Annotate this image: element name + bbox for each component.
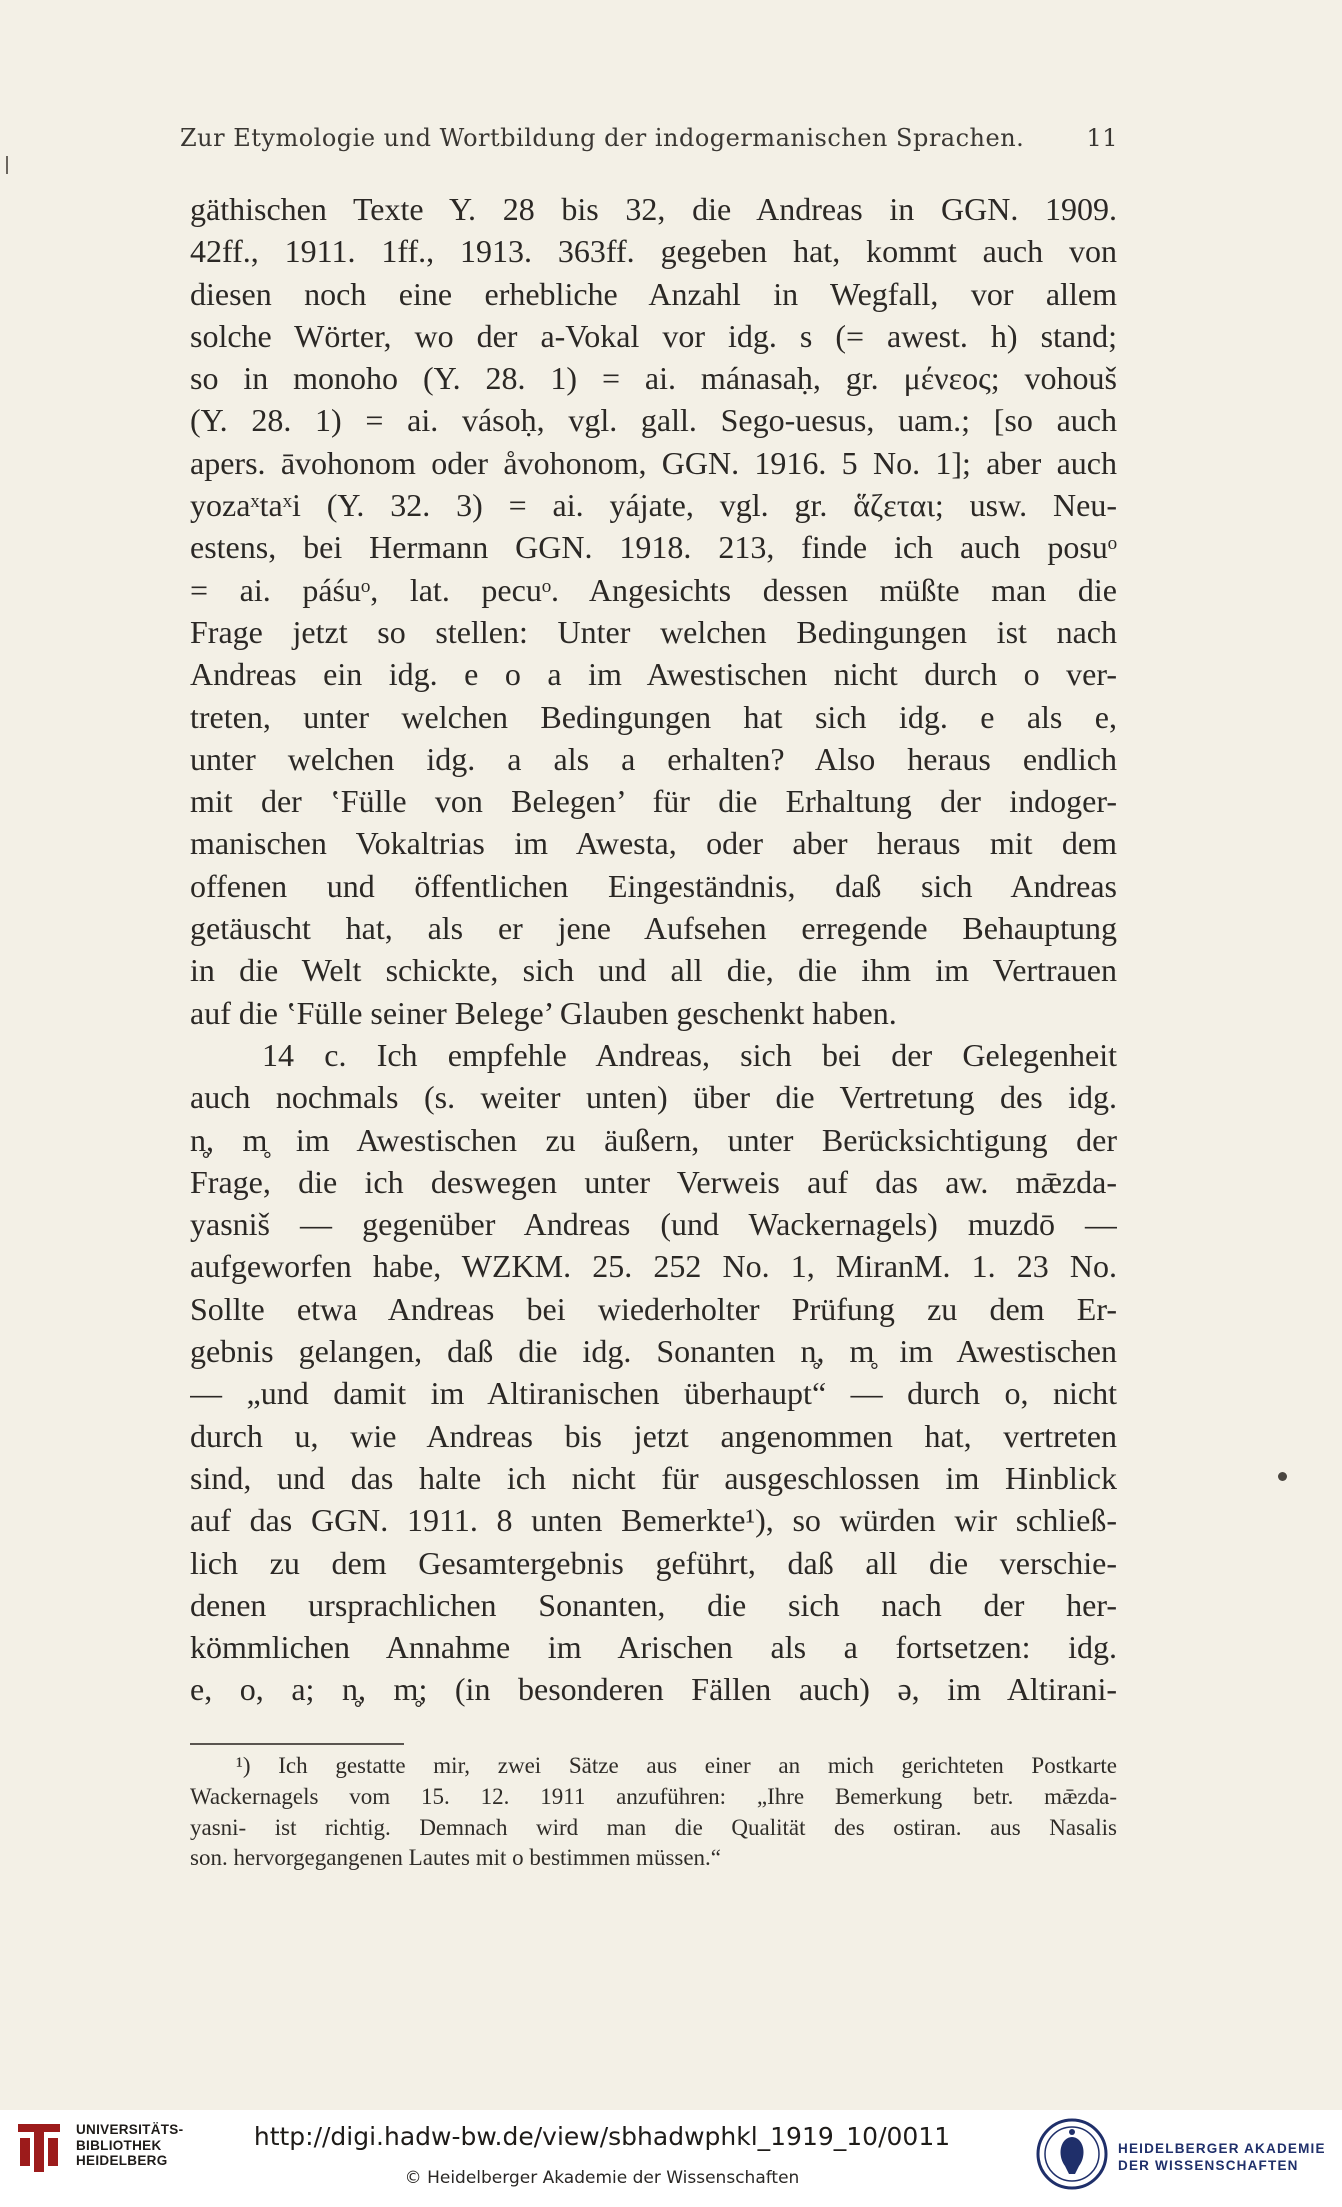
ub-heidelberg-logo-icon (14, 2120, 64, 2176)
hadw-seal-icon (1035, 2114, 1109, 2194)
body-text (190, 188, 1117, 1711)
footnote-line: ¹) Ich gestatte mir, zwei Sätze aus einer an mich gerichteten Postkarte (236, 1753, 1117, 1778)
text-line: diesen noch eine erhebliche Anzahl in Wegfall, vor allem (190, 275, 1117, 312)
text-line: getäuscht hat, als er jene Aufsehen erregende Behauptung (190, 910, 1117, 947)
text-line: Andreas ein idg. e o a im Awestischen nicht durch o ver- (190, 656, 1117, 693)
text-line: Frage jetzt so stellen: Unter welchen Bedingungen ist nach (190, 613, 1117, 650)
page-number: 11 (1086, 124, 1118, 152)
text-line: gäthischen Texte Y. 28 bis 32, die Andreas in GGN. 1909. (190, 191, 1117, 227)
text-line: Frage, die ich deswegen unter Verweis auf das aw. mǣzda- (190, 1163, 1117, 1200)
margin-mark (6, 156, 8, 174)
text-line: so in monoho (Y. 28. 1) = ai. mánasaḥ, gr. μένεος; vohouš (190, 360, 1117, 397)
text-line: mit der ʽFülle von Belegen’ für die Erhaltung der indoger- (190, 783, 1117, 820)
running-head (180, 124, 1118, 152)
text-line: (Y. 28. 1) = ai. vásoḥ, vgl. gall. Sego-uesus, uam.; [so auch (190, 402, 1117, 439)
text-line: denen ursprachlichen Sonanten, die sich nach der her- (190, 1586, 1117, 1623)
text-line: auf die ʽFülle seiner Belege’ Glauben geschenkt haben. (190, 994, 897, 1031)
text-line: lich zu dem Gesamtergebnis geführt, daß all die verschie- (190, 1544, 1117, 1581)
text-line: offenen und öffentlichen Eingeständnis, daß sich Andreas (190, 867, 1117, 904)
text-line: kömmlichen Annahme im Arischen als a fortsetzen: idg. (190, 1629, 1117, 1666)
text-line: yasniš — gegenüber Andreas (und Wackernagels) muzdō — (190, 1206, 1117, 1243)
text-line: = ai. páśuᵒ, lat. pecuᵒ. Angesichts dessen müßte man die (190, 571, 1117, 608)
footer-bar (0, 2110, 1342, 2207)
text-line: apers. āvohonom oder åvohonom, GGN. 1916. 5 No. 1]; aber auch (190, 444, 1117, 481)
text-line: auch nochmals (s. weiter unten) über die Vertretung des idg. (190, 1079, 1117, 1116)
section-14c-first-line: 14 c. Ich empfehle Andreas, sich bei der Gelegenheit (262, 1036, 1117, 1073)
text-line: n̥, m̥ im Awestischen zu äußern, unter Berücksichtigung der (190, 1121, 1117, 1158)
text-line: aufgeworfen habe, WZKM. 25. 252 No. 1, MiranM. 1. 23 No. (190, 1248, 1117, 1285)
footnote-line: son. hervorgegangenen Lautes mit o bestimmen müssen.“ (190, 1845, 722, 1871)
text-line: — „und damit im Altiranischen überhaupt“ — durch o, nicht (190, 1375, 1117, 1412)
text-line: unter welchen idg. a als a erhalten? Also heraus endlich (190, 740, 1117, 777)
text-line: yozaˣtaˣi (Y. 32. 3) = ai. yájate, vgl. gr. ἅζεται; usw. Neu- (190, 487, 1117, 524)
text-line: e, o, a; n̥, m̥; (in besonderen Fällen auch) ə, im Altirani- (190, 1671, 1117, 1708)
footnote-line: yasni- ist richtig. Demnach wird man die Qualität des ostiran. aus Nasalis (190, 1814, 1117, 1840)
academy-name: HEIDELBERGER AKADEMIE DER WISSENSCHAFTEN (1118, 2141, 1326, 2173)
text-line: estens, bei Hermann GGN. 1918. 213, finde ich auch posuᵒ (190, 529, 1117, 566)
footnote-rule (190, 1743, 404, 1745)
text-line: sind, und das halte ich nicht für ausgeschlossen im Hinblick (190, 1459, 1117, 1496)
text-line: durch u, wie Andreas bis jetzt angenommen hat, vertreten (190, 1417, 1117, 1454)
text-line: auf das GGN. 1911. 8 unten Bemerkte¹), so würden wir schließ- (190, 1502, 1117, 1539)
text-line: Sollte etwa Andreas bei wiederholter Prüfung zu dem Er- (190, 1290, 1117, 1327)
margin-dot (1278, 1472, 1287, 1481)
footnote-line: Wackernagels vom 15. 12. 1911 anzuführen: „Ihre Bemerkung betr. mǣzda- (190, 1783, 1117, 1809)
text-line: gebnis gelangen, daß die idg. Sonanten n̥, m̥ im Awestischen (190, 1333, 1117, 1370)
running-title: Zur Etymologie und Wortbildung der indogermanischen Sprachen. (180, 124, 1025, 152)
footnotes (190, 1751, 1117, 1874)
library-name: UNIVERSITÄTS- BIBLIOTHEK HEIDELBERG (76, 2122, 184, 2168)
text-line: 42ff., 1911. 1ff., 1913. 363ff. gegeben hat, kommt auch von (190, 233, 1117, 270)
text-line: manischen Vokaltrias im Awesta, oder aber heraus mit dem (190, 825, 1117, 862)
text-line: solche Wörter, wo der a-Vokal vor idg. s (= awest. h) stand; (190, 317, 1117, 354)
source-url-link[interactable]: http://digi.hadw-bw.de/view/sbhadwphkl_1919_10/0011 (253, 2122, 951, 2151)
copyright-notice: © Heidelberger Akademie der Wissenschaften (404, 2168, 800, 2188)
text-line: in die Welt schickte, sich und all die, die ihm im Vertrauen (190, 952, 1117, 989)
text-line: treten, unter welchen Bedingungen hat sich idg. e als e, (190, 698, 1117, 735)
